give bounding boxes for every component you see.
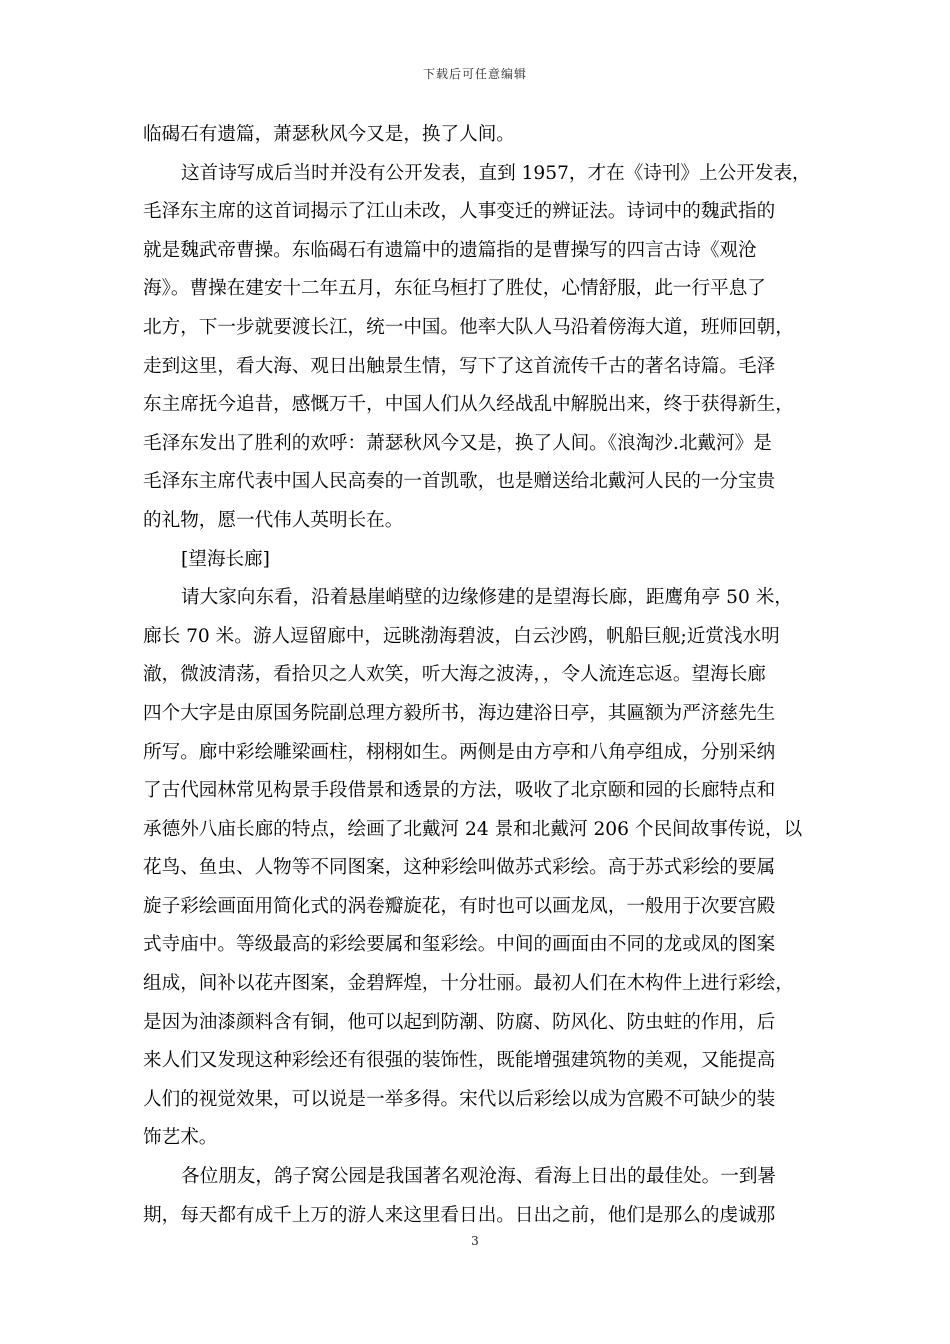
text-line: [望海长廊] <box>181 548 270 570</box>
text-line: 廊长 70 米。游人逗留廊中，远眺渤海碧波，白云沙鸥，帆船巨舰;近赏浅水明 <box>143 625 780 647</box>
text-line: 澈，微波清荡，看拾贝之人欢笑，听大海之波涛，，令人流连忘返。望海长廊 <box>143 664 766 686</box>
text-line: 是因为油漆颜料含有铜，他可以起到防潮、防腐、防风化、防虫蛀的作用，后 <box>143 1011 776 1033</box>
text-line: 式寺庙中。等级最高的彩绘要属和玺彩绘。中间的画面由不同的龙或凤的图案 <box>143 934 776 956</box>
text-line: 毛泽东发出了胜利的欢呼：萧瑟秋风今又是，换了人间。《浪淘沙.北戴河》是 <box>143 432 772 454</box>
text-line: 东主席抚今追昔，感慨万千，中国人们从久经战乱中解脱出来，终于获得新生， <box>143 394 794 416</box>
document-body <box>143 116 813 1235</box>
text-line: 临碣石有遗篇，萧瑟秋风今又是，换了人间。 <box>143 124 515 145</box>
text-line: 的礼物，愿一代伟人英明长在。 <box>143 509 404 531</box>
text-line: 四个大字是由原国务院副总理方毅所书，海边建浴日亭，其匾额为严济慈先生 <box>143 702 776 724</box>
text-line: 承德外八庙长廊的特点，绘画了北戴河 24 景和北戴河 206 个民间故事传说，以 <box>143 818 803 840</box>
text-line: 人们的视觉效果，可以说是一举多得。宋代以后彩绘以成为宫殿不可缺少的装 <box>143 1088 776 1110</box>
page-number: 3 <box>471 1234 479 1248</box>
text-line: 各位朋友，鸽子窝公园是我国著名观沧海、看海上日出的最佳处。一到暑 <box>181 1166 777 1188</box>
text-line: 走到这里，看大海、观日出触景生情，写下了这首流传千古的著名诗篇。毛泽 <box>143 355 776 377</box>
text-line: 期，每天都有成千上万的游人来这里看日出。日出之前，他们是那么的虔诚那 <box>143 1204 776 1226</box>
text-line: 毛泽东主席的这首词揭示了江山未改，人事变迁的辨证法。诗词中的魏武指的 <box>143 201 776 223</box>
text-line: 来人们又发现这种彩绘还有很强的装饰性，既能增强建筑物的美观，又能提高 <box>143 1050 776 1072</box>
text-line: 就是魏武帝曹操。东临碣石有遗篇中的遗篇指的是曹操写的四言古诗《观沧 <box>143 239 757 261</box>
text-line: 海》。曹操在建安十二年五月，东征乌桓打了胜仗，心情舒服，此一行平息了 <box>143 278 766 300</box>
text-line: 了古代园林常见构景手段借景和透景的方法，吸收了北京颐和园的长廊特点和 <box>143 780 776 802</box>
text-line: 花鸟、鱼虫、人物等不同图案，这种彩绘叫做苏式彩绘。高于苏式彩绘的要属 <box>143 857 776 879</box>
text-line: 饰艺术。 <box>143 1127 218 1149</box>
page-header: 下载后可任意编辑 <box>422 67 527 81</box>
text-line: 请大家向东看，沿着悬崖峭壁的边缘修建的是望海长廊，距鹰角亭 50 米， <box>181 587 793 609</box>
text-line: 这首诗写成后当时并没有公开发表，直到 1957，才在《诗刊》上公开发表， <box>181 162 811 184</box>
text-line: 组成，间补以花卉图案，金碧辉煌，十分壮丽。最初人们在木构件上进行彩绘， <box>143 973 794 995</box>
text-line: 所写。廊中彩绘雕梁画柱，栩栩如生。两侧是由方亭和八角亭组成，分别采纳 <box>143 741 776 763</box>
text-line: 毛泽东主席代表中国人民高奏的一首凯歌，也是赠送给北戴河人民的一分宝贵 <box>143 471 776 493</box>
text-line: 旋子彩绘画面用简化式的涡卷瓣旋花，有时也可以画龙凤，一般用于次要宫殿 <box>143 895 776 917</box>
text-line: 北方，下一步就要渡长江，统一中国。他率大队人马沿着傍海大道，班师回朝， <box>143 316 794 338</box>
